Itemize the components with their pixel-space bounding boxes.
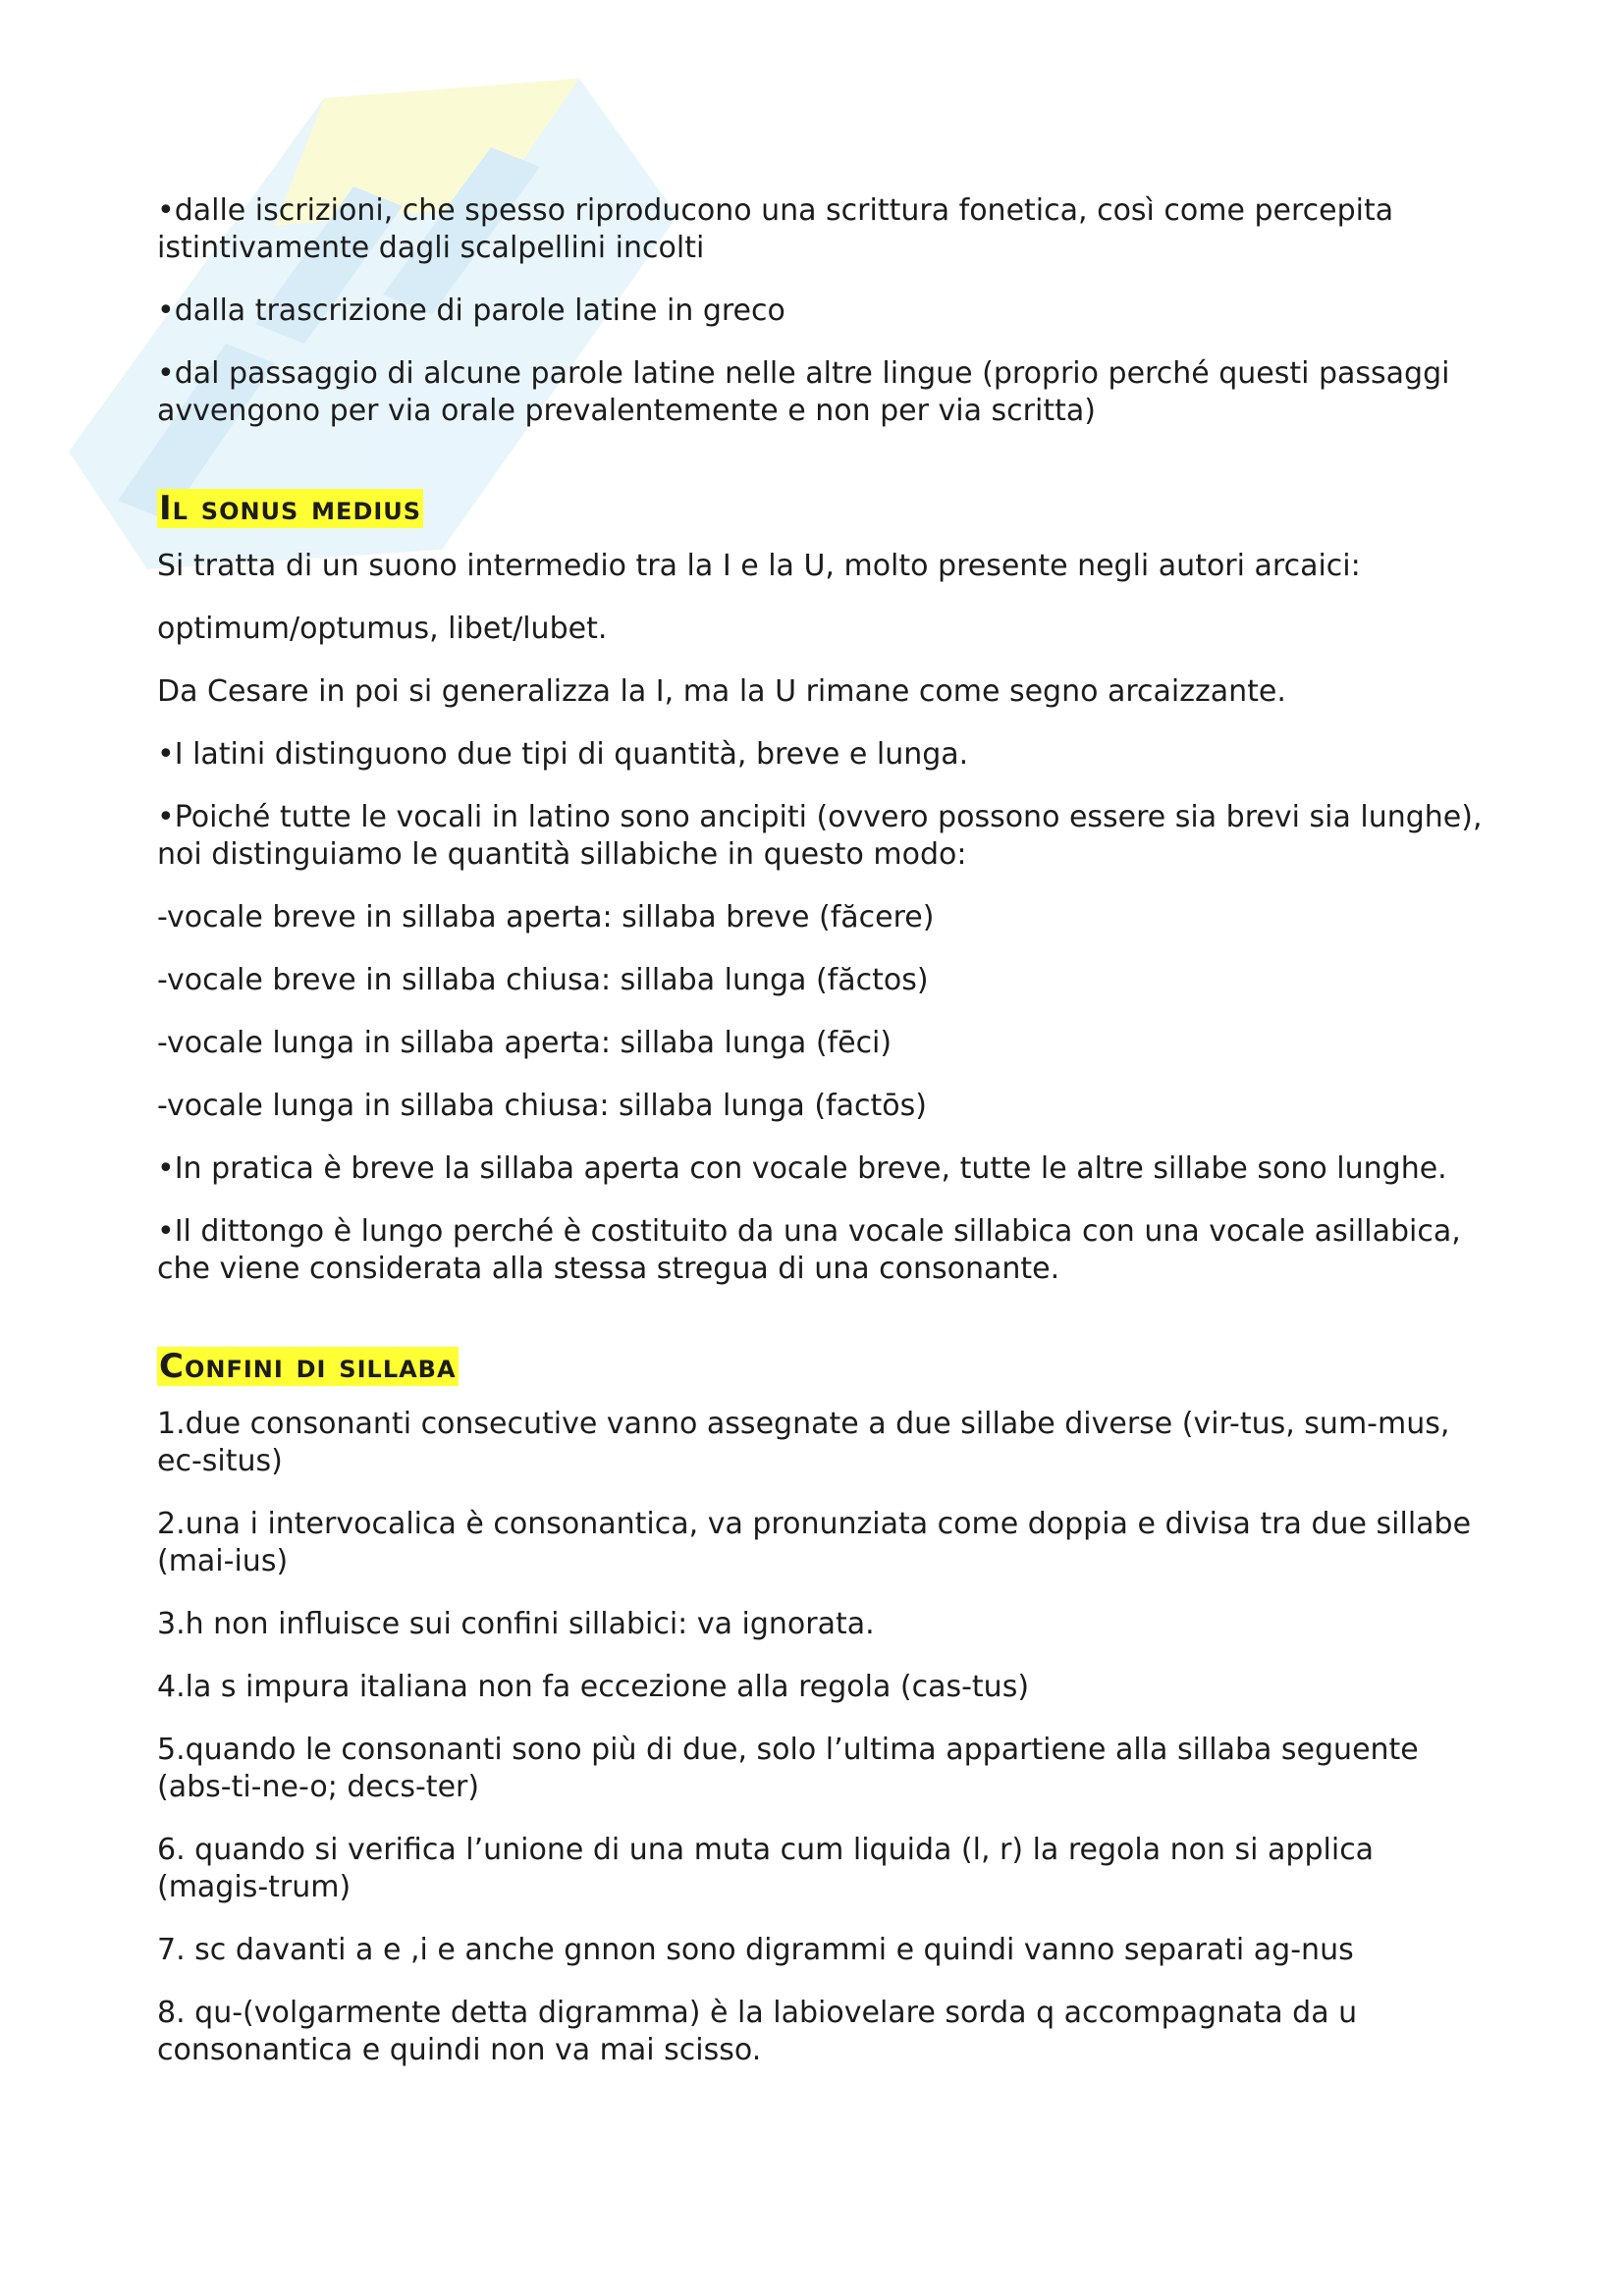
bullet-item: •dal passaggio di alcune parole latine nelle altre lingue (proprio perché questi passaggi avvengono per via orale prevalentemente e non per via scritta) (157, 356, 1450, 428)
numbered-rule: 6. quando si verifica l’unione di una muta cum liquida (l, r) la regola non si applica (magis-trum) (157, 1833, 1375, 1904)
list-item: -vocale breve in sillaba aperta: sillaba breve (făcere) (157, 900, 935, 934)
list-item: -vocale lunga in sillaba aperta: sillaba lunga (fēci) (157, 1026, 893, 1060)
bullet-item: •I latini distinguono due tipi di quantità, breve e lunga. (157, 737, 969, 772)
numbered-rule: 1.due consonanti consecutive vanno assegnate a due sillabe diverse (vir-tus, sum-mus, ec-situs) (157, 1407, 1450, 1478)
paragraph: Da Cesare in poi si generalizza la I, ma la U rimane come segno arcaizzante. (157, 674, 1286, 709)
list-item: -vocale breve in sillaba chiusa: sillaba lunga (făctos) (157, 963, 929, 997)
bullet-item: •In pratica è breve la sillaba aperta con vocale breve, tutte le altre sillabe sono lunghe. (157, 1151, 1447, 1186)
paragraph: optimum/optumus, libet/lubet. (157, 612, 608, 646)
numbered-rule: 5.quando le consonanti sono più di due, solo l’ultima appartiene alla sillaba seguente (abs-ti-ne-o; decs-ter) (157, 1733, 1419, 1804)
section-heading-wrap (157, 489, 1492, 528)
numbered-rule: 3.h non influisce sui confini sillabici: va ignorata. (157, 1607, 875, 1641)
numbered-rule: 4.la s impura italiana non fa eccezione alla regola (cas-tus) (157, 1670, 1030, 1704)
list-item: -vocale lunga in sillaba chiusa: sillaba lunga (factōs) (157, 1089, 927, 1123)
numbered-rule: 7. sc davanti a e ,i e anche gnnon sono digrammi e quindi vanno separati ag-nus (157, 1933, 1354, 1967)
section-heading-sonus-medius: Il sonus medius (159, 489, 422, 528)
bullet-item: •dalle iscrizioni, che spesso riproducono una scrittura fonetica, così come percepita istintivamente dagli scalpellini incolti (157, 193, 1394, 265)
paragraph: Si tratta di un suono intermedio tra la I e la U, molto presente negli autori arcaici: (157, 549, 1361, 583)
bullet-item: •dalla trascrizione di parole latine in greco (157, 294, 785, 328)
numbered-rule: 2.una i intervocalica è consonantica, va pronunziata come doppia e divisa tra due sillabe (mai-ius) (157, 1507, 1472, 1578)
bullet-item: •Il dittongo è lungo perché è costituito da una vocale sillabica con una vocale asillabica, che viene considerata alla stessa stregua di una consonante. (157, 1214, 1461, 1286)
document-page (157, 192, 1492, 2095)
section-heading-wrap (157, 1347, 1492, 1386)
section-heading-confini-di-sillaba: Confini di sillaba (159, 1347, 457, 1386)
bullet-item: •Poiché tutte le vocali in latino sono ancipiti (ovvero possono essere sia brevi sia lunghe), noi distinguiamo le quantità sillabiche in questo modo: (157, 800, 1483, 872)
numbered-rule: 8. qu-(volgarmente detta digramma) è la labiovelare sorda q accompagnata da u consonantica e quindi non va mai scisso. (157, 1996, 1358, 2067)
